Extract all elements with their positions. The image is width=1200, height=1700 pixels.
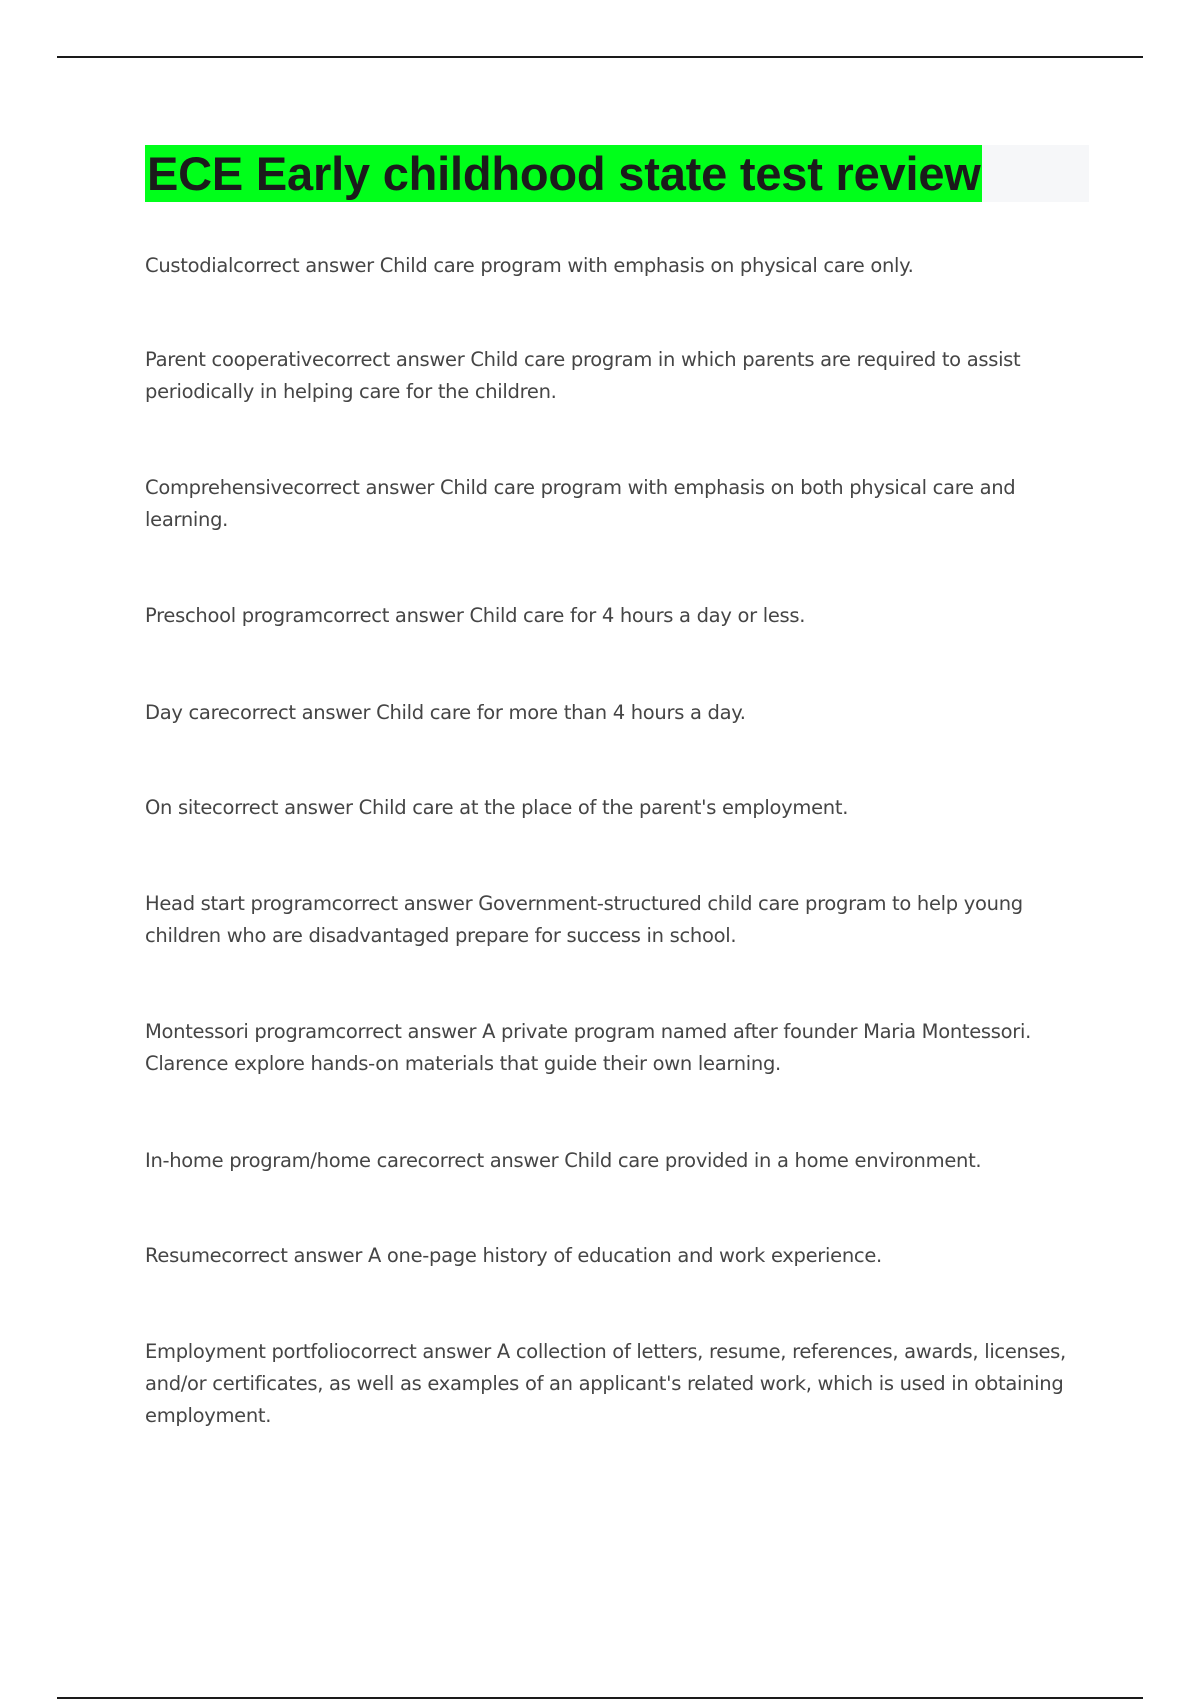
entry-in-home: In-home program/home carecorrect answer Child care provided in a home environment.	[145, 1149, 982, 1172]
entry-comprehensive: Comprehensivecorrect answer Child care program with emphasis on both physical care and learning.	[145, 476, 1016, 531]
entry-preschool-program: Preschool programcorrect answer Child care for 4 hours a day or less.	[145, 604, 806, 627]
entry-custodial: Custodialcorrect answer Child care program with emphasis on physical care only.	[145, 254, 914, 277]
document-title: ECE Early childhood state test review	[147, 147, 981, 200]
entry-montessori: Montessori programcorrect answer A private program named after founder Maria Montessori. Clarence explore hands-on materials that guide their own learning.	[145, 1020, 1032, 1075]
bottom-rule	[57, 1697, 1143, 1699]
title-band	[145, 145, 1089, 202]
entry-employment-portfolio: Employment portfoliocorrect answer A collection of letters, resume, references, awards, licenses, and/or certificates, as well as examples of an applicant's related work, which is used in obtaining employment.	[145, 1340, 1066, 1427]
entry-day-care: Day carecorrect answer Child care for more than 4 hours a day.	[145, 701, 746, 724]
top-rule	[57, 56, 1143, 58]
entry-on-site: On sitecorrect answer Child care at the place of the parent's employment.	[145, 796, 849, 819]
entry-resume: Resumecorrect answer A one-page history of education and work experience.	[145, 1244, 882, 1267]
entry-parent-cooperative: Parent cooperativecorrect answer Child care program in which parents are required to assist periodically in helping care for the children.	[145, 348, 1021, 403]
entry-head-start: Head start programcorrect answer Government-structured child care program to help young children who are disadvantaged prepare for success in school.	[145, 892, 1023, 947]
